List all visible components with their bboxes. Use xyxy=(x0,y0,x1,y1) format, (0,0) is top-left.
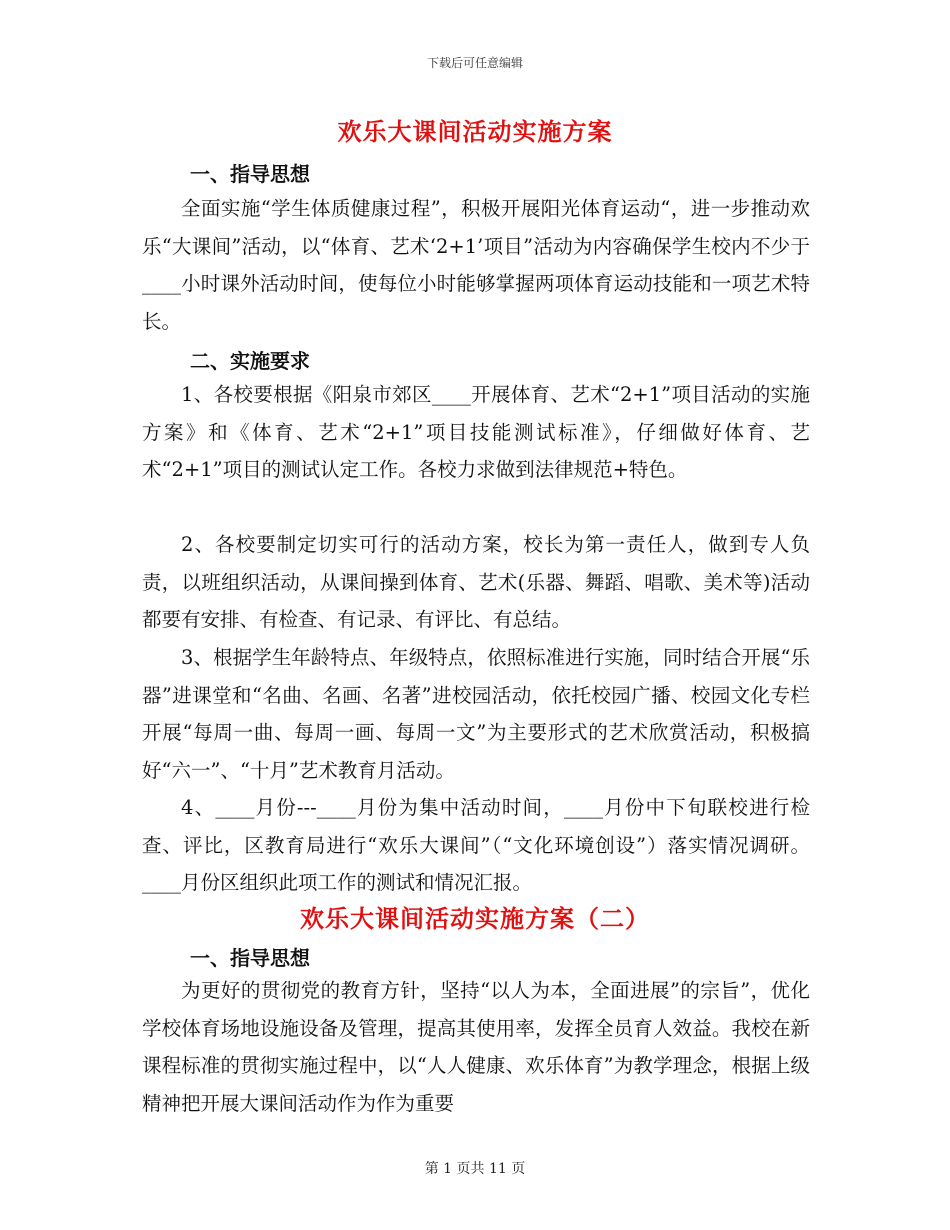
document-title: 欢乐大课间活动实施方案 xyxy=(337,117,613,146)
paragraph-guiding-thought-2: 为更好的贯彻党的教育方针，坚持“以人为本，全面进展”的宗旨”，优化学校体育场地设施设备及管理，提高其使用率，发挥全员育人效益。我校在新课程标准的贯彻实施过程中，以“人人健康、欢乐体育”为教学理念，根据上级精神把开展大课间活动作为作为重要 xyxy=(142,979,810,1115)
page-footer: 第 1 页共 11 页 xyxy=(424,1161,526,1177)
section-heading-guiding-thought: 一、指导思想 xyxy=(190,162,310,186)
paragraph-guiding-thought: 全面实施“学生体质健康过程”，积极开展阳光体育运动“，进一步推动欢乐“大课间”活动，以“体育、艺术‘2+1’项目”活动为内容确保学生校内不少于____小时课外活动时间，使每位小时能够掌握两项体育运动技能和一项艺术特长。 xyxy=(142,197,810,333)
requirement-item-4: 4、____月份---____月份为集中活动时间，____月份中下旬联校进行检查、评比，区教育局进行“欢乐大课间”（“文化环境创设”）落实情况调研。____月份区组织此项工作的测试和情况汇报。 xyxy=(142,796,810,894)
requirement-item-3: 3、根据学生年龄特点、年级特点，依照标准进行实施，同时结合开展“乐器”进课堂和“名曲、名画、名著”进校园活动，依托校园广播、校园文化专栏开展“每周一曲、每周一画、每周一文”为主要形式的艺术欣赏活动，积极搞好“六一”、“十月”艺术教育月活动。 xyxy=(142,646,810,782)
header-note: 下载后可任意编辑 xyxy=(426,56,523,70)
requirement-item-2: 2、各校要制定切实可行的活动方案，校长为第一责任人，做到专人负责，以班组织活动，从课间操到体育、艺术(乐器、舞蹈、唱歌、美术等)活动都要有安排、有检查、有记录、有评比、有总结。 xyxy=(142,533,810,631)
section-heading-guiding-thought-2: 一、指导思想 xyxy=(190,946,310,970)
requirement-item-1: 1、各校要根据《阳泉市郊区____开展体育、艺术“2+1”项目活动的实施方案》和《体育、艺术“2+1”项目技能测试标准》，仔细做好体育、艺术“2+1”项目的测试认定工作。各校力求做到法律规范+特色。 xyxy=(142,383,810,481)
document-title-part-2: 欢乐大课间活动实施方案（二） xyxy=(300,904,650,933)
section-heading-requirements: 二、实施要求 xyxy=(190,349,310,373)
